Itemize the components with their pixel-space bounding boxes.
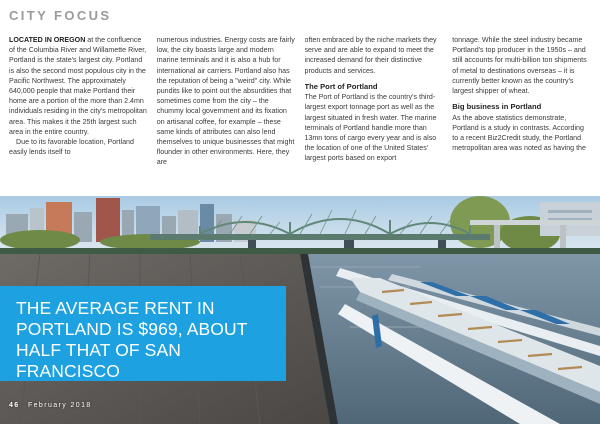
- subheading-port: The Port of Portland: [304, 81, 378, 91]
- article-column-1: [9, 35, 148, 193]
- paragraph: Due to its favorable location, Portland easily lends itself to: [9, 138, 134, 157]
- pull-quote-text: THE AVERAGE RENT IN PORTLAND IS $969, ABOUT HALF THAT OF SAN FRANCISCO: [16, 298, 248, 381]
- article-column-4: [452, 35, 591, 193]
- paragraph-text: at the confluence of the Columbia River and Willamette River, Portland is the state's largest city. Portland is also the second most populous city in the Pacific Northwest. The approximately 640,000 people that make Portland their home are a portion of the more than 2.4mn individuals residing in the city's metropolitan area. This makes it the 25th largest such area in the entire country.: [9, 36, 147, 136]
- section-title: CITY FOCUS: [9, 8, 112, 23]
- paragraph: [9, 35, 148, 137]
- issue-date: February 2018: [27, 402, 92, 409]
- paragraph: The Port of Portland is the country's third-largest export tonnage port as well as the largest situated in fresh water. The marine terminals of Portland handle more than 13mn tons of cargo every year and is also the location of one of the United States' largest ports based on export: [304, 93, 437, 163]
- paragraph: numerous industries. Energy costs are fairly low, the city boasts large and modern marine terminals and it is also a hub for international air carriers. Portland also has the reputation of being a "weird" city. While pundits like to point out the absurdities that sometimes come from the city – the chummy local government and its fixation on artisanal coffee, for example – these same kinds of attributes can also lend themselves to unique businesses that might flounder in other environments. Here, they are: [156, 36, 295, 167]
- page-number: 46: [9, 402, 20, 409]
- paragraph: often embraced by the niche markets they serve and are able to expand to meet the increased demand for their distinctive products and services.: [304, 36, 437, 75]
- subheading-business: Big business in Portland: [452, 102, 542, 112]
- paragraph: As the above statistics demonstrate, Portland is a study in contrasts. According to a recent Biz2Credit study, the Portland metropolitan area was noted as having the: [452, 113, 586, 153]
- pull-quote-box: [0, 286, 286, 381]
- article-column-3: [305, 35, 444, 193]
- page-footer: [9, 402, 92, 409]
- article-columns: [9, 35, 591, 193]
- article-column-2: [157, 35, 296, 193]
- lead-in: LOCATED IN OREGON: [9, 36, 86, 44]
- paragraph: tonnage. While the steel industry became Portland's top producer in the 1950s – and still accounts for multi-billion ton shipments of metal to destinations overseas – it is currently better known as the country's largest shipper of wheat.: [452, 36, 587, 96]
